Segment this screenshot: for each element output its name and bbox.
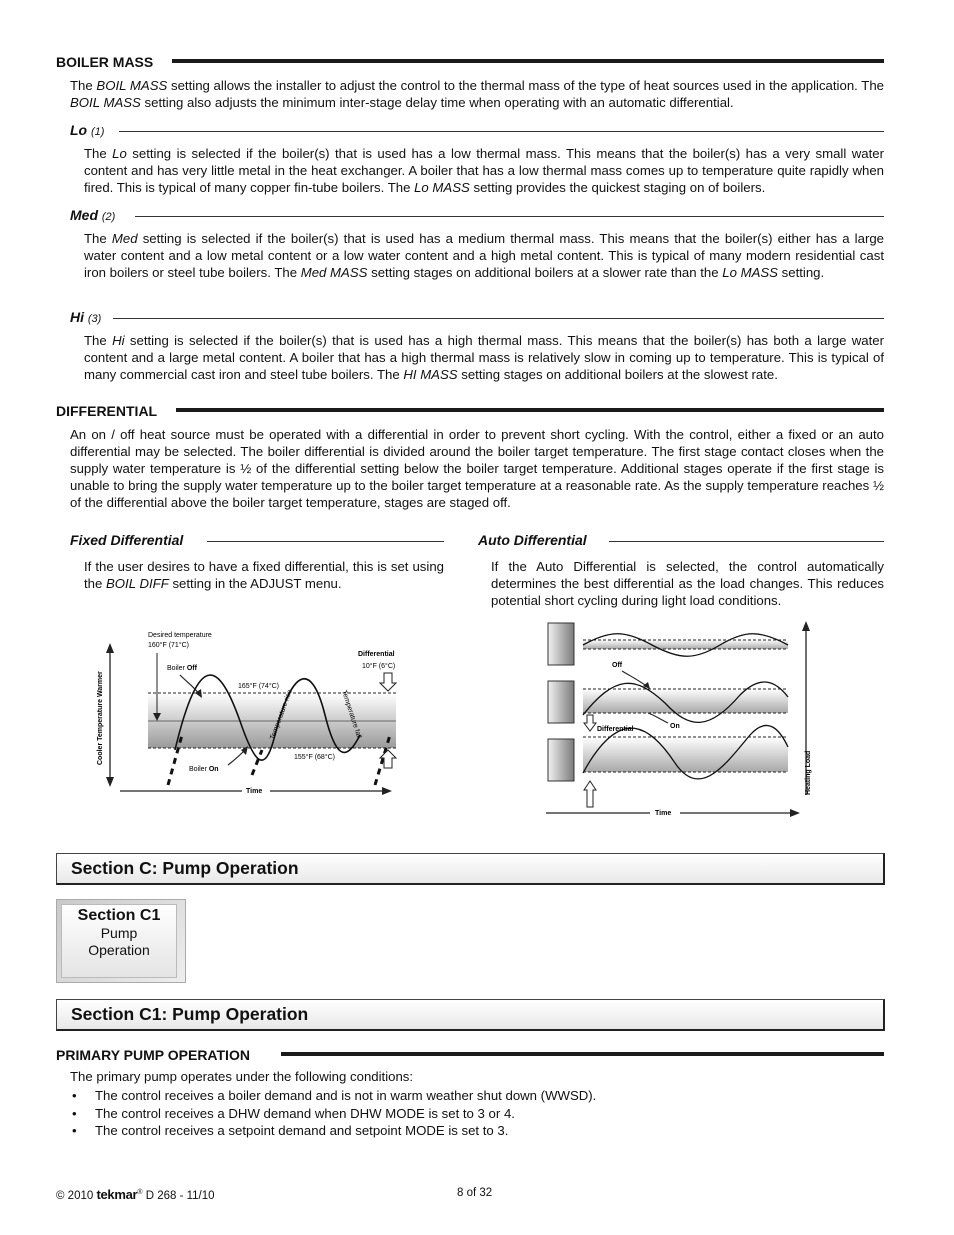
page-number: 8 of 32	[457, 1187, 493, 1199]
y-axis-label: Cooler Temperature Warmer	[97, 671, 104, 765]
footer-left	[56, 1187, 215, 1202]
differential-value: 10°F (6°C)	[362, 663, 396, 670]
x-axis-label: Time	[246, 788, 263, 795]
boiler-off-label: Boiler Off	[167, 665, 197, 672]
boiler-icon	[548, 623, 574, 665]
subheading-rule	[609, 541, 884, 542]
y-axis-arrowhead-top	[106, 643, 114, 653]
heading-rule	[176, 408, 884, 412]
upper-temp-label: 165°F (74°C)	[238, 683, 280, 690]
section-c1-tab-line1: Pump	[100, 925, 138, 941]
x-axis-arrowhead	[382, 787, 392, 795]
boiler-mass-intro: The BOIL MASS setting allows the installer to adjust the control to the thermal mass of the type of heat sources used in the application. The BOIL MASS setting also adjusts the minimum inter-stage delay time when operating with an automatic differential.	[70, 78, 884, 110]
temperature-rise-label: Temperature rise	[269, 688, 294, 741]
lo-description: The Lo setting is selected if the boiler(s) that is used has a low thermal mass. This means that the boiler(s) has a very small water content and has very little metal in the heat exchanger. A boiler that has a low thermal mass comes up to temperature quite rapidly when fired. This is typical of many copper fin-tube boilers. The Lo MASS setting provides the quickest staging on of boilers.	[84, 146, 884, 195]
document-id: D 268 - 11/10	[145, 1190, 215, 1202]
differential-label: Differential	[358, 651, 395, 658]
bullet: •	[72, 1088, 77, 1103]
subheading-rule	[113, 318, 884, 319]
boiler-icon	[548, 739, 574, 781]
y-axis-label: Heating Load	[805, 750, 812, 795]
auto-differential-subheading: Auto Differential	[478, 532, 587, 548]
differential-description: An on / off heat source must be operated with a differential in order to prevent short cycling. With the control, either a fixed or an auto differential may be selected. The boiler differential is divided around the boiler target temperature. The first stage contact closes when the supply water temperature is ½ of the differential setting below the boiler target temperature. Additional stages operate if the first stage is unable to bring the supply water temperature up to the boiler target temperature at a reasonable rate. As the supply temperature reaches ½ of the differential above the boiler target temperature, stages are staged off.	[70, 427, 884, 510]
auto-differential-description: If the Auto Differential is selected, the control automatically determines the best differential as the load changes. This reduces potential short cycling during light load conditions.	[491, 559, 884, 608]
differential-down-arrow	[380, 673, 396, 691]
section-c1-tab-line2: Operation	[88, 942, 150, 958]
section-c1-tab-inner	[61, 904, 177, 978]
copyright: © 2010	[56, 1190, 94, 1202]
temperature-fall-label: Temperature fall	[340, 689, 363, 740]
heading-rule	[172, 59, 884, 63]
y-axis-arrowhead	[802, 621, 810, 631]
differential-band-light-load	[583, 640, 788, 649]
section-c1-title: Section C1: Pump Operation	[71, 1004, 309, 1024]
heading-rule	[281, 1052, 884, 1056]
bullet: •	[72, 1123, 77, 1138]
lo-subheading: Lo (1)	[70, 122, 105, 138]
med-subheading: Med (2)	[70, 207, 116, 223]
differential-up-arrow	[584, 781, 596, 807]
desired-temp-label: Desired temperature	[148, 632, 212, 639]
boiler-mass-heading: BOILER MASS	[56, 54, 154, 70]
bullet: •	[72, 1105, 77, 1121]
med-description: The Med setting is selected if the boiler(s) that is used has a medium thermal mass. This means that the boiler(s) either has a large water content and a low metal content or a low water content and a high metal content. This is typical of many modern residential cast iron boilers or steel tube boilers. The Med MASS setting stages on additional boilers at a slower rate than the Lo MASS setting.	[84, 231, 885, 280]
off-label: Off	[612, 662, 623, 669]
brand-logo: tekmar	[96, 1187, 138, 1202]
section-c-title: Section C: Pump Operation	[71, 858, 299, 878]
lower-temp-label: 155°F (68°C)	[294, 754, 336, 761]
hi-description: The Hi setting is selected if the boiler(s) that is used has a high thermal mass. This means that the boiler(s) has both a large water content and a large metal content. A boiler that has a high thermal mass is relatively slow in coming up to temperature. This is typical of many commercial cast iron and steel tube boilers. The HI MASS setting stages on additional boilers at the slowest rate.	[84, 333, 885, 382]
x-axis-arrowhead	[790, 809, 800, 817]
section-c1-tab-title: Section C1	[77, 907, 161, 924]
auto-differential-diagram	[540, 615, 820, 825]
x-axis-label: Time	[655, 810, 672, 817]
section-c-banner	[56, 853, 885, 885]
on-arrow	[648, 713, 668, 723]
differential-down-arrow	[584, 715, 596, 731]
subheading-rule	[119, 131, 884, 132]
y-axis-arrowhead-bottom	[106, 777, 114, 787]
registered-mark: ®	[137, 1189, 143, 1197]
section-c1-tab[interactable]	[56, 899, 186, 983]
differential-heading: DIFFERENTIAL	[56, 403, 158, 419]
primary-pump-intro: The primary pump operates under the following conditions:	[70, 1069, 414, 1084]
differential-band-heavy-load	[583, 737, 788, 772]
subheading-rule	[207, 541, 444, 542]
section-c1-banner	[56, 999, 885, 1031]
boiler-on-label: Boiler On	[189, 766, 219, 773]
on-label: On	[670, 723, 680, 730]
differential-band-medium-load	[583, 689, 788, 713]
fixed-differential-subheading: Fixed Differential	[70, 532, 184, 548]
fixed-differential-diagram	[90, 625, 410, 800]
boiler-icon	[548, 681, 574, 723]
desired-temp-value: 160°F (71°C)	[148, 642, 190, 649]
subheading-rule	[135, 216, 884, 217]
hi-subheading: Hi (3)	[70, 309, 102, 325]
differential-label: Differential	[597, 726, 634, 733]
fixed-differential-description: If the user desires to have a fixed differential, this is set using the BOIL DIFF setting in the ADJUST menu.	[84, 559, 444, 591]
primary-pump-heading: PRIMARY PUMP OPERATION	[56, 1047, 250, 1063]
